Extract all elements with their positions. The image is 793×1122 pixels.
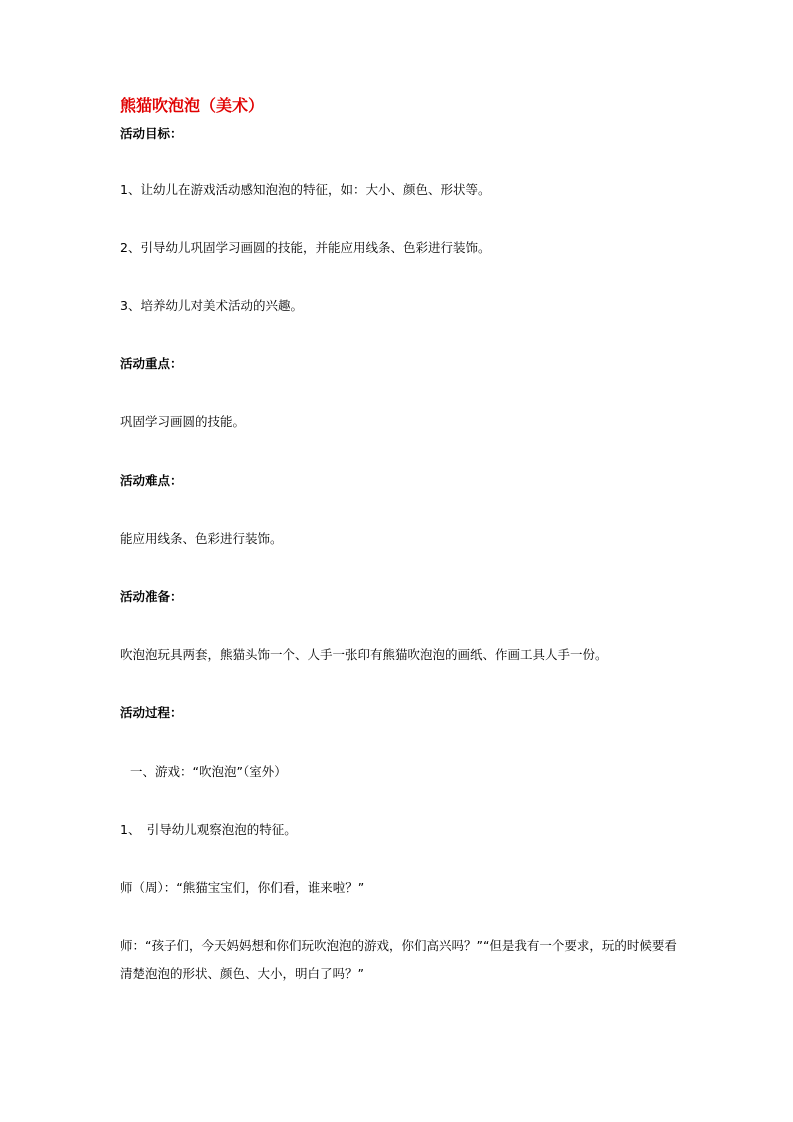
dialog-line-two: 师：“孩子们，今天妈妈想和你们玩吹泡泡的游戏，你们高兴吗？”“但是我有一个要求，玩的时候要看清楚泡泡的形状、颜色、大小，明白了吗？”	[120, 938, 677, 981]
goal-item-3: 3、培养幼儿对美术活动的兴趣。	[120, 298, 303, 313]
prep-text: 吹泡泡玩具两套，熊猫头饰一个、人手一张印有熊猫吹泡泡的画纸、作画工具人手一份。	[120, 647, 608, 662]
prep-heading: 活动准备：	[120, 589, 183, 604]
dialog-line-one: 师（周）：“熊猫宝宝们，你们看，谁来啦？”	[120, 880, 365, 895]
difficulty-heading: 活动难点：	[120, 473, 183, 488]
difficulty-text: 能应用线条、色彩进行装饰。	[120, 531, 283, 546]
process-step-one: 一、游戏：“吹泡泡”（室外）	[130, 764, 287, 779]
process-heading: 活动过程：	[120, 705, 183, 720]
focus-text: 巩固学习画圆的技能。	[120, 414, 246, 429]
document-title: 熊猫吹泡泡（美术）	[120, 96, 265, 115]
goal-item-1: 1、让幼儿在游戏活动感知泡泡的特征，如：大小、颜色、形状等。	[120, 182, 491, 197]
process-sub-step-one: 1、 引导幼儿观察泡泡的特征。	[120, 822, 297, 837]
goals-heading: 活动目标：	[120, 126, 183, 141]
focus-heading: 活动重点：	[120, 356, 183, 371]
goal-item-2: 2、引导幼儿巩固学习画圆的技能，并能应用线条、色彩进行装饰。	[120, 240, 491, 255]
